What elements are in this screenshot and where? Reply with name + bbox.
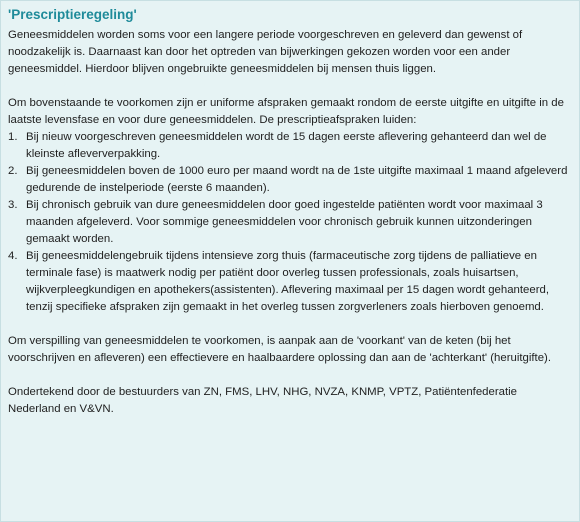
list-item-text: Bij geneesmiddelen boven de 1000 euro per maand wordt na de 1ste uitgifte maximaal 1 maand afgeleverd gedurende de instelperiode (eerste 6 maanden). [26,165,568,194]
list-number: 4. [8,250,18,262]
list-number: 1. [8,131,18,143]
list-item [8,248,570,316]
list-item-text: Bij chronisch gebruik van dure geneesmiddelen door goed ingestelde patiënten wordt voor maximaal 3 maanden afgeleverd. Voor sommige geneesmiddelen voor chronisch gebruik kunnen uitzonderingen gemaakt worden. [26,199,543,245]
list-number: 3. [8,199,18,211]
list-number: 2. [8,165,18,177]
list-item-text: Bij geneesmiddelengebruik tijdens intensieve zorg thuis (farmaceutische zorg tijdens de palliatieve en terminale fase) is maatwerk nodig per patiënt door overleg tussen professionals, zoals huisartsen, wijkverpleegkundigen en apothekers(assistenten). Aflevering maximaal per 15 dagen wordt gehanteerd, tenzij specifieke afspraken zijn gemaakt in het overleg tussen zorgverleners zoals hierboven genoemd. [26,250,550,313]
list-item [8,129,570,163]
agreements-list [8,129,570,316]
spacer [8,78,570,95]
list-item [8,163,570,197]
intro-paragraph: Geneesmiddelen worden soms voor een langere periode voorgeschreven en geleverd dan gewenst of noodzakelijk is. Daarnaast kan door het optreden van bijwerkingen gekozen worden voor een ander geneesmiddel. Hierdoor blijven ongebruikte geneesmiddelen bij mensen thuis liggen. [8,29,523,75]
spacer [8,316,570,333]
signatories-paragraph: Ondertekend door de bestuurders van ZN, FMS, LHV, NHG, NVZA, KNMP, VPTZ, Patiëntenfederatie Nederland en V&VN. [8,386,518,415]
list-item-text: Bij nieuw voorgeschreven geneesmiddelen wordt de 15 dagen eerste aflevering gehanteerd dan wel de kleinste afleververpakking. [26,131,547,160]
box-title: 'Prescriptieregeling' [8,7,137,22]
spacer [8,367,570,384]
list-item [8,197,570,248]
conclusion-paragraph: Om verspilling van geneesmiddelen te voorkomen, is aanpak aan de 'voorkant' van de keten (bij het voorschrijven en afleveren) een effectievere en haalbaardere oplossing dan aan de 'achterkant' (heruitgifte). [8,335,552,364]
agreements-lead: Om bovenstaande te voorkomen zijn er uniforme afspraken gemaakt rondom de eerste uitgifte en uitgifte in de laatste levensfase en voor dure geneesmiddelen. De prescriptieafspraken luiden: [8,97,564,126]
